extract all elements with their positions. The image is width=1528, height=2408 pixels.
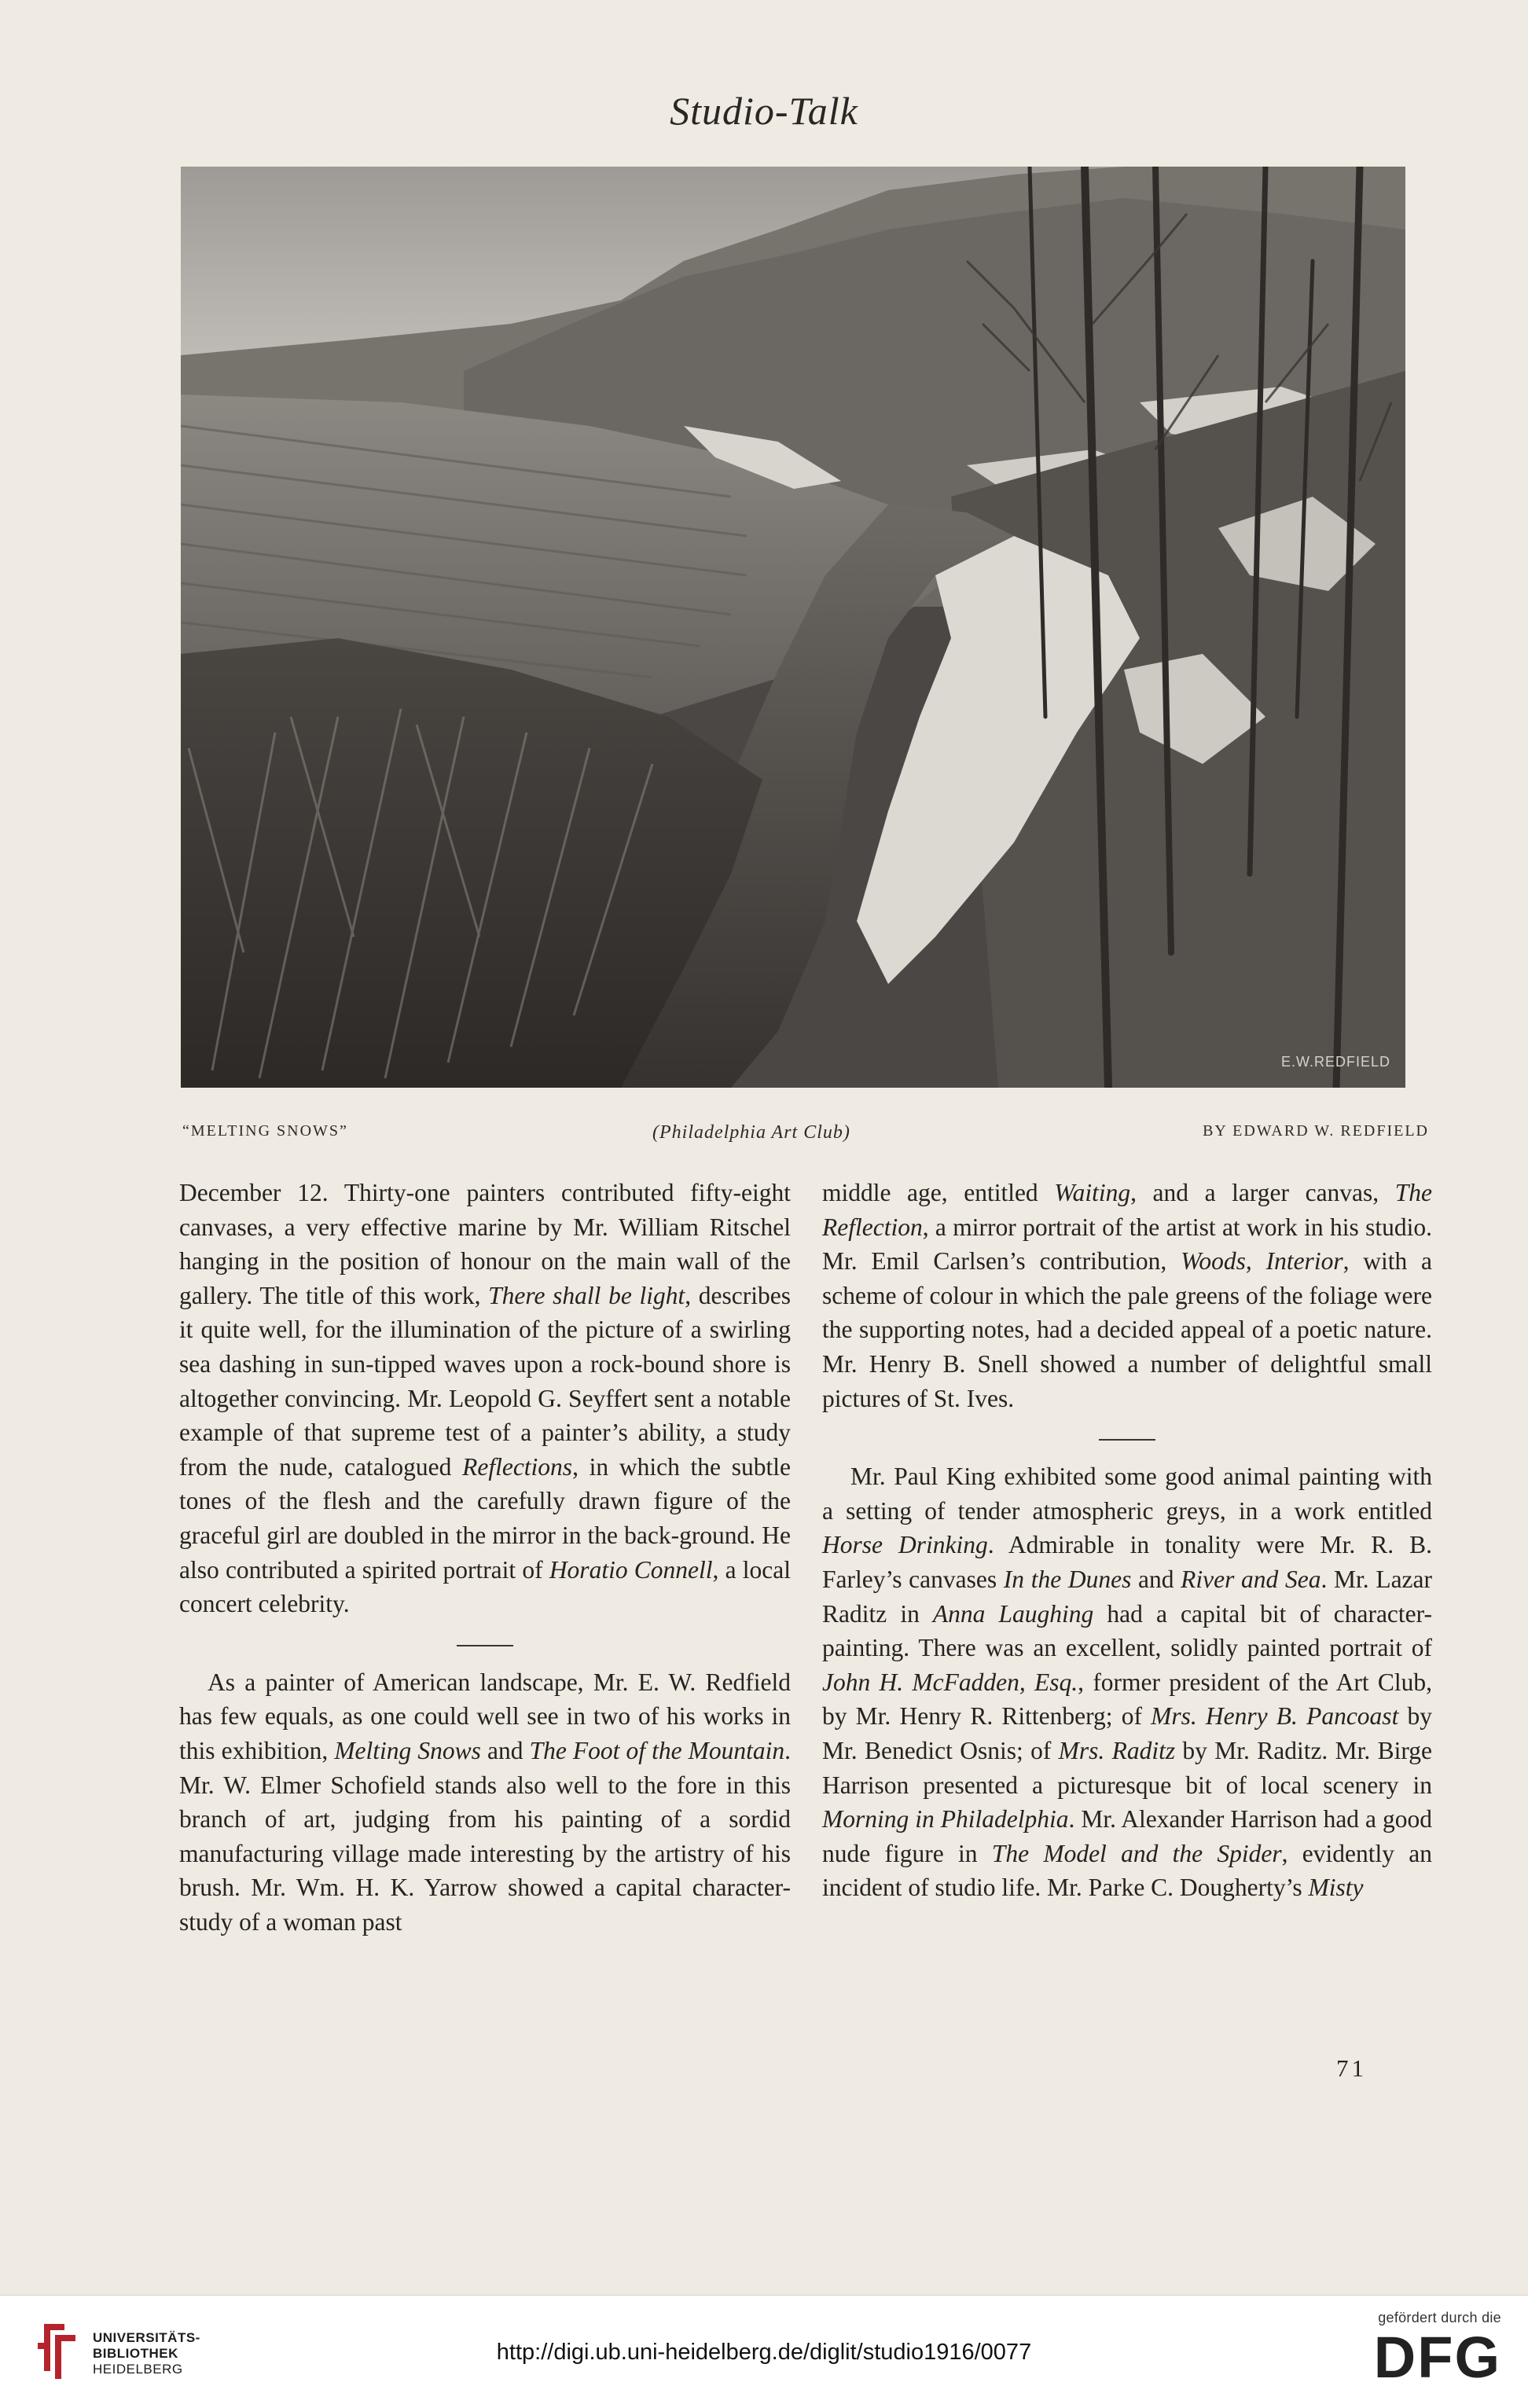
body-paragraph: [822, 1459, 1432, 1905]
italic-title: The Foot of the Mountain: [529, 1736, 785, 1764]
text-run: had a capital bit of character-painting. There was an excellent, solidly painted portrait of: [822, 1599, 1432, 1662]
text-run: December 12. Thirty-one painters contributed fifty-eight canvases, a very effective marine by Mr. William Ritschel hanging in the position of honour on the main wall of the gallery. The title of this work,: [179, 1179, 791, 1309]
italic-title: Horse Drinking: [822, 1531, 988, 1559]
text-run: , and a larger canvas,: [1130, 1179, 1395, 1206]
text-run: , describes it quite well, for the illumination of the picture of a swirling sea dashing in sun-tipped waves upon a rock-bound shore is altogether convincing. Mr. Leopold G. Seyffert sent a notable example of that supreme test of a painter’s ability, a study from the nude, catalogued: [179, 1281, 791, 1481]
left-text-column: [179, 1176, 791, 1939]
page-number: 71: [1336, 2054, 1367, 2082]
caption-collection: (Philadelphia Art Club): [652, 1122, 850, 1143]
italic-title: River and Sea: [1181, 1565, 1321, 1593]
melting-snows-painting: [181, 167, 1405, 1088]
library-name-line1: UNIVERSITÄTS-: [93, 2330, 200, 2345]
text-run: , in which the subtle tones of the flesh and the carefully drawn figure of the graceful girl are doubled in the mirror in the back-ground. He also contributed a spirited portrait of: [179, 1452, 791, 1584]
italic-title: The Reflection: [822, 1179, 1432, 1241]
italic-title: The Model and the Spider: [991, 1839, 1282, 1867]
section-rule: [1099, 1439, 1155, 1441]
caption-title: “MELTING SNOWS”: [182, 1122, 348, 1140]
painting-plate: [181, 167, 1405, 1088]
italic-title: Waiting: [1054, 1179, 1131, 1206]
text-run: by Mr. Benedict Osnis; of: [822, 1702, 1432, 1764]
italic-title: Horatio Connell: [549, 1555, 713, 1584]
body-paragraph: [179, 1665, 791, 1940]
section-rule: [457, 1645, 513, 1646]
italic-title: Woods, Interior: [1181, 1247, 1343, 1276]
italic-title: Anna Laughing: [932, 1599, 1094, 1628]
plate-caption: [182, 1122, 1429, 1151]
text-run: Mr. Paul King exhibited some good animal painting with a setting of tender atmospheric greys, in a work entitled: [822, 1463, 1432, 1525]
text-run: . Admirable in tonality were Mr. R. B. Farley’s canvases: [822, 1531, 1432, 1593]
running-head: Studio-Talk: [670, 89, 858, 133]
italic-title: Mrs. Henry B. Pancoast: [1151, 1702, 1399, 1731]
italic-title: Mrs. Raditz: [1058, 1736, 1176, 1764]
library-name-line3: HEIDELBERG: [93, 2362, 183, 2377]
painting-signature: E.W.REDFIELD: [1281, 1054, 1391, 1070]
text-run: by Mr. Raditz. Mr. Birge Harrison presented a picturesque bit of local scenery in: [822, 1736, 1432, 1799]
right-text-column: [822, 1176, 1432, 1905]
body-paragraph: [822, 1176, 1432, 1415]
text-run: , evidently an incident of studio life. Mr. Parke C. Dougherty’s: [822, 1839, 1433, 1902]
text-run: As a painter of American landscape, Mr. E. W. Redfield has few equals, as one could well see in two of his works in this exhibition,: [179, 1668, 791, 1764]
text-run: . Mr. W. Elmer Schofield stands also well to the fore in this branch of art, judging from his painting of a sordid manufacturing village made interesting by the artistry of his brush. Mr. Wm. H. K. Yarrow showed a capital character-study of a woman past: [179, 1736, 792, 1936]
italic-title: Misty: [1308, 1874, 1364, 1902]
italic-title: Reflections: [462, 1452, 573, 1481]
italic-title: Melting Snows: [334, 1736, 481, 1764]
library-name-line2: BIBLIOTHEK: [93, 2346, 178, 2361]
text-run: , former president of the Art Club, by Mr. Henry R. Rittenberg; of: [822, 1668, 1432, 1731]
text-run: . Mr. Alexander Harrison had a good nude figure in: [822, 1805, 1432, 1867]
funder-block: [1320, 2310, 1501, 2396]
text-run: , a mirror portrait of the artist at work in his studio. Mr. Emil Carlsen’s contribution,: [822, 1213, 1432, 1276]
text-run: . Mr. Lazar Raditz in: [822, 1565, 1432, 1628]
italic-title: John H. McFadden, Esq.: [822, 1668, 1078, 1696]
funding-note: gefördert durch die: [1378, 2310, 1501, 2325]
text-run: middle age, entitled: [822, 1179, 1055, 1206]
italic-title: Morning in Philadelphia: [822, 1805, 1069, 1834]
italic-title: In the Dunes: [1003, 1565, 1132, 1593]
dfg-logo: DFG: [1373, 2325, 1501, 2390]
body-paragraph: [179, 1176, 791, 1621]
digitization-footer: [0, 2295, 1528, 2408]
caption-artist: BY EDWARD W. REDFIELD: [1203, 1122, 1429, 1140]
text-run: , a local concert celebrity.: [179, 1555, 791, 1618]
text-run: , with a scheme of colour in which the pale greens of the foliage were the supporting notes, had a decided appeal of a poetic nature. Mr. Henry B. Snell showed a number of delightful small pictures of St. Ives.: [822, 1247, 1432, 1412]
italic-title: There shall be light: [488, 1281, 685, 1309]
text-run: and: [480, 1736, 530, 1764]
text-run: and: [1131, 1565, 1181, 1593]
permalink-url[interactable]: http://digi.ub.uni-heidelberg.de/diglit/studio1916/0077: [496, 2340, 1032, 2365]
